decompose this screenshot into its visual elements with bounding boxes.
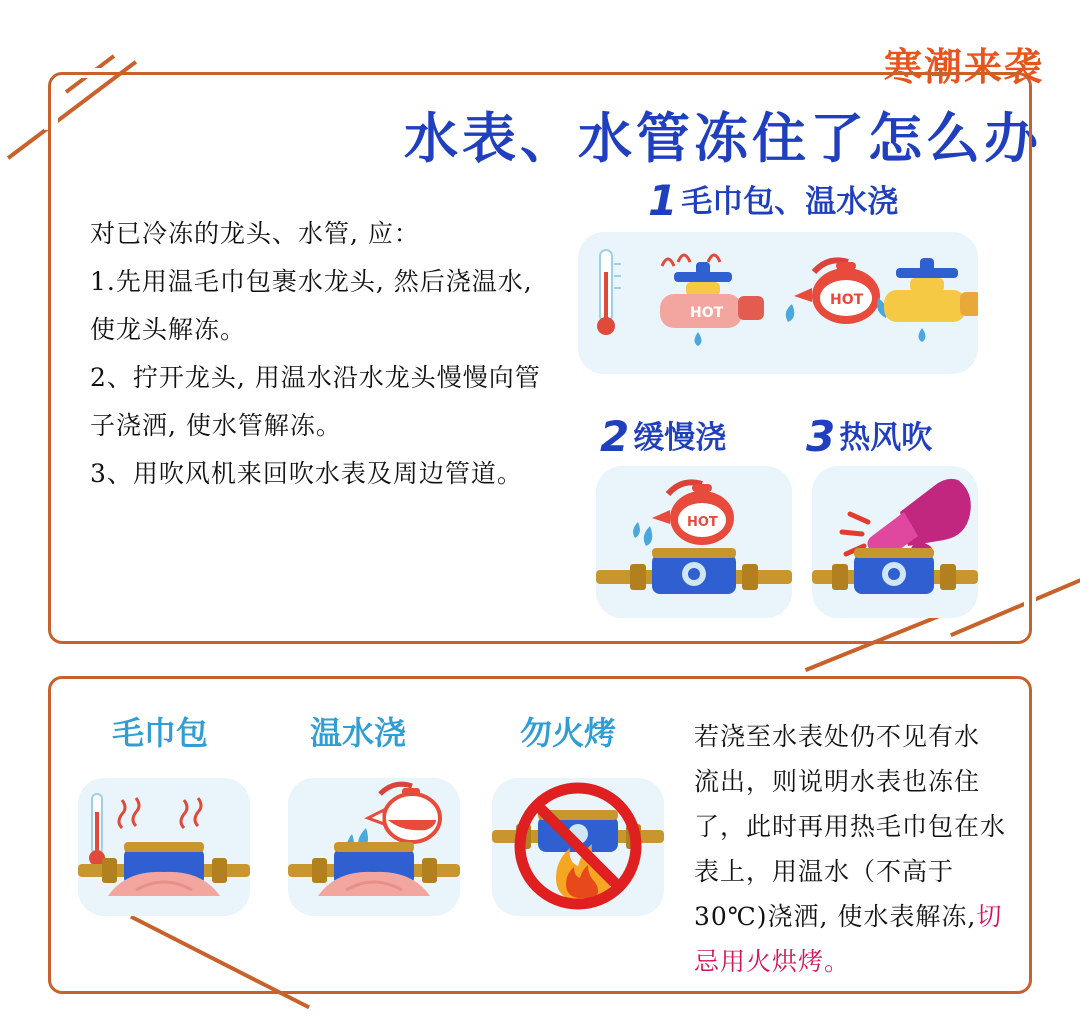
step-1-number: 1 [648,176,678,225]
bottom-note-line-4: 表上，用温水（不高于 [694,857,955,886]
kettle-icon [347,784,440,852]
kettle-hot-label-2: HOT [687,515,718,530]
illustration-towel-wrap [78,778,250,916]
water-meter-icon [596,548,792,594]
caption-warm-water: 温水浇 [310,714,407,752]
bottom-note-line-3: 了，此时再用热毛巾包在水 [694,812,1007,841]
faucet-icon-wrapped [660,255,764,346]
instructions-line-1: 1.先用温毛巾包裹水龙头, 然后浇温水, [90,267,533,296]
instructions-line-5: 3、用吹风机来回吹水表及周边管道。 [90,459,523,488]
bottom-note [694,714,1016,984]
slow-pour-illustration [596,466,792,618]
dryer-illustration [812,466,978,618]
instructions-block [90,210,560,498]
step-1-title [648,176,898,225]
bottom-note-line-5 [694,894,1016,939]
illustration-warm-water [288,778,460,916]
thermometer-icon [89,794,105,866]
step-1-label: 毛巾包、温水浇 [681,184,899,220]
instructions-line-4: 子浇洒, 使水管解冻。 [90,411,342,440]
bottom-note-warn-inline: 切 [976,902,1003,931]
instructions-line-2: 使龙头解冻。 [90,315,247,344]
illustration-faucets [578,232,978,374]
bottom-note-warn: 忌用火烘烤。 [694,947,851,976]
step-3-label: 热风吹 [839,420,933,456]
illustration-hair-dryer [812,466,978,618]
faucet-icon-plain [884,258,978,342]
kettle-icon [786,260,887,324]
kettle-icon [633,482,734,546]
warm-water-illustration [288,778,460,916]
illustration-no-fire [492,778,664,916]
step-2-label: 缓慢浇 [633,420,727,456]
instructions-line-3: 2、拧开龙头, 用温水沿水龙头慢慢向管 [90,363,541,392]
faucets-illustration [578,232,978,374]
towel-illustration [78,778,250,916]
illustration-slow-pour [596,466,792,618]
kettle-hot-label: HOT [830,292,864,308]
thermometer-icon [597,250,621,335]
page-title: 水表、水管冻住了怎么办 [404,107,1042,170]
caption-towel-wrap: 毛巾包 [112,714,209,752]
water-meter-icon [812,548,978,594]
step-2-title [600,412,726,461]
faucet-hot-label: HOT [690,305,724,321]
headline-kicker: 寒潮来袭 [883,45,1044,89]
caption-no-fire: 勿火烤 [520,714,617,752]
no-fire-illustration [492,778,664,916]
step-3-number: 3 [806,412,836,461]
step-2-number: 2 [600,412,630,461]
instructions-lead: 对已冷冻的龙头、水管, 应： [90,219,420,248]
bottom-note-line-1: 若浇至水表处仍不见有水 [694,722,981,751]
heat-waves-icon [119,798,201,828]
step-3-title [806,412,932,461]
bottom-note-line-2: 流出，则说明水表也冻住 [694,767,981,796]
bottom-note-line-5-text: 30℃)浇洒, 使水表解冻, [694,902,977,931]
